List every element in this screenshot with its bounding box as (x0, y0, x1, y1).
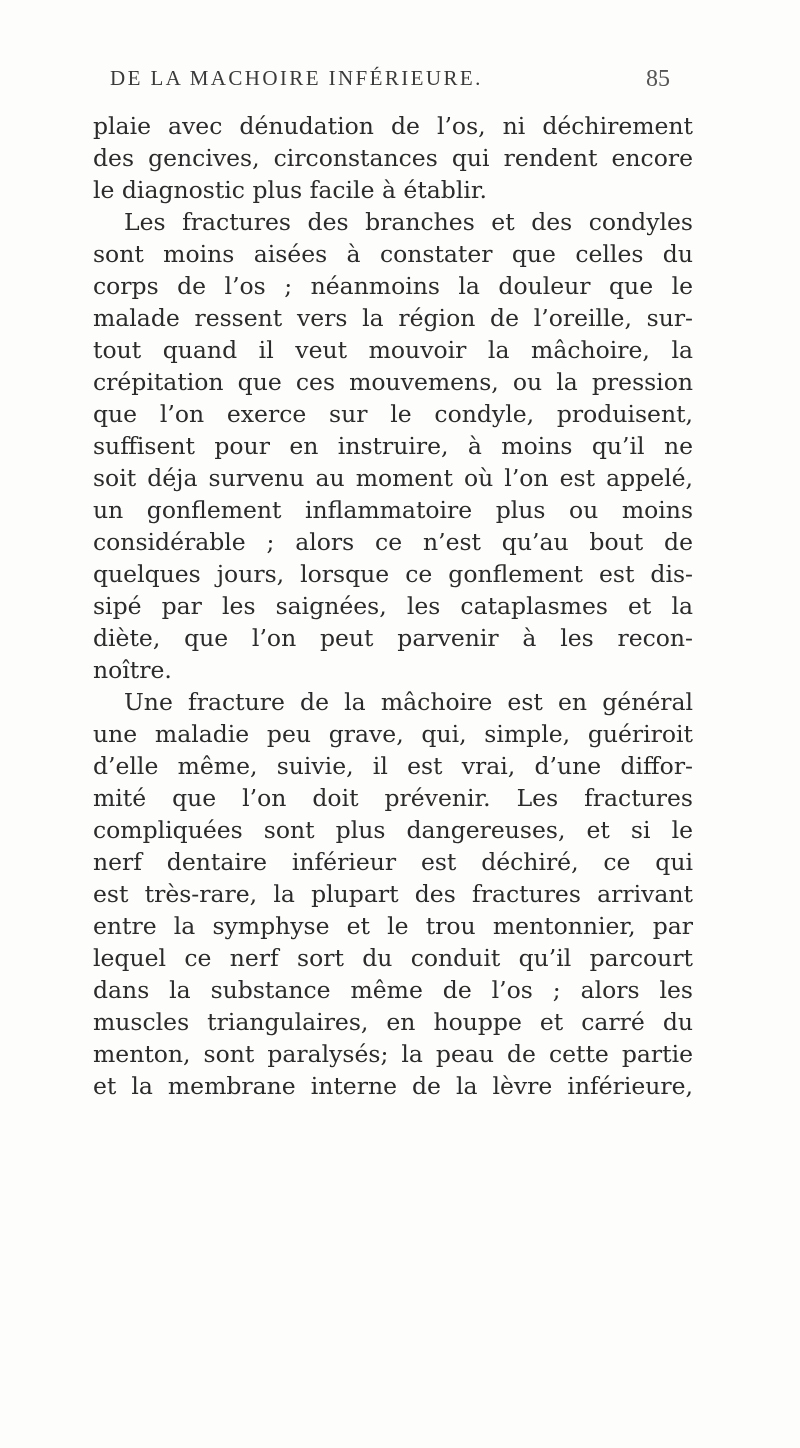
text-line: diète, que l’on peut parvenir à les recon- (93, 624, 693, 652)
text-line: menton, sont paralysés; la peau de cette partie (93, 1040, 693, 1068)
text-line: muscles triangulaires, en houppe et carré du (93, 1008, 693, 1036)
text-line: sont moins aisées à constater que celles du (93, 240, 693, 268)
text-line: est très-rare, la plupart des fractures arrivant (93, 880, 693, 908)
text-line: des gencives, circonstances qui rendent encore (93, 144, 693, 172)
text-line: crépitation que ces mouvemens, ou la pression (93, 368, 693, 396)
text-line: quelques jours, lorsque ce gonflement est dis- (93, 560, 693, 588)
text-line: compliquées sont plus dangereuses, et si le (93, 816, 693, 844)
text-line: un gonflement inflammatoire plus ou moins (93, 496, 693, 524)
page-number: 85 (646, 66, 670, 92)
text-line: corps de l’os ; néanmoins la douleur que le (93, 272, 693, 300)
text-line: lequel ce nerf sort du conduit qu’il parcourt (93, 944, 693, 972)
text-line: noître. (93, 656, 172, 684)
running-title: DE LA MACHOIRE INFÉRIEURE. (110, 66, 483, 90)
text-line: plaie avec dénudation de l’os, ni déchirement (93, 112, 693, 140)
text-line: dans la substance même de l’os ; alors les (93, 976, 693, 1004)
running-head (110, 66, 670, 102)
text-line: le diagnostic plus facile à établir. (93, 176, 487, 204)
text-line: une maladie peu grave, qui, simple, guériroit (93, 720, 693, 748)
text-line: entre la symphyse et le trou mentonnier, par (93, 912, 693, 940)
text-line: Les fractures des branches et des condyles (124, 208, 693, 236)
body-text (93, 110, 693, 1102)
text-line: tout quand il veut mouvoir la mâchoire, la (93, 336, 693, 364)
text-line: Une fracture de la mâchoire est en général (124, 688, 693, 716)
text-line: considérable ; alors ce n’est qu’au bout de (93, 528, 693, 556)
text-line: mité que l’on doit prévenir. Les fractures (93, 784, 693, 812)
text-line: d’elle même, suivie, il est vrai, d’une diffor- (93, 752, 693, 780)
text-line: suffisent pour en instruire, à moins qu’il ne (93, 432, 693, 460)
text-line: soit déja survenu au moment où l’on est appelé, (93, 464, 693, 492)
text-line: sipé par les saignées, les cataplasmes et la (93, 592, 693, 620)
text-line: nerf dentaire inférieur est déchiré, ce qui (93, 848, 693, 876)
text-line: que l’on exerce sur le condyle, produisent, (93, 400, 693, 428)
text-line: malade ressent vers la région de l’oreille, sur- (93, 304, 693, 332)
text-line: et la membrane interne de la lèvre inférieure, (93, 1072, 693, 1100)
